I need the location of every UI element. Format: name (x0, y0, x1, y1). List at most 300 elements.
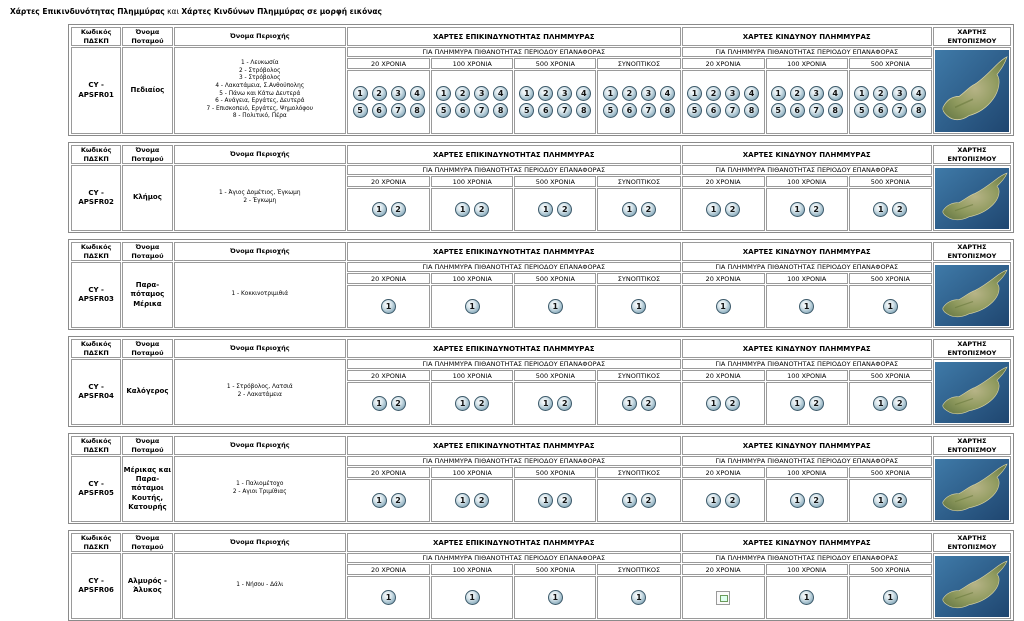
river-name: Μέρικας και Παρα-πόταμοι Κουτής, Κατουρής (122, 456, 172, 522)
location-map-cell (933, 47, 1011, 134)
hazard-period-label: ΣΥΝΟΠΤΙΚΟΣ (597, 176, 680, 187)
hazard-map-cell (514, 576, 596, 619)
river-table (70, 241, 1012, 329)
area-list (174, 262, 346, 328)
risk-period-label: 500 ΧΡΟΝΙΑ (849, 467, 932, 478)
risk-period-label: 20 ΧΡΟΝΙΑ (682, 564, 765, 575)
area-item: 2 - Λακατάμεια (237, 392, 282, 398)
risk-map-cell (682, 285, 765, 328)
area-list (174, 553, 346, 619)
area-map-button[interactable]: 5 (687, 103, 702, 118)
area-map-button[interactable]: 5 (603, 103, 618, 118)
risk-maps-header: ΧΑΡΤΕΣ ΚΙΝΔΥΝΟΥ ΠΛΗΜΜΥΡΑΣ (682, 436, 932, 455)
area-map-button[interactable]: 4 (828, 86, 843, 101)
area-map-button[interactable]: 4 (576, 86, 591, 101)
area-map-button[interactable]: 2 (641, 202, 656, 217)
area-map-button[interactable]: 6 (372, 103, 387, 118)
risk-period-label: 500 ΧΡΟΝΙΑ (849, 564, 932, 575)
hazard-period-label: ΣΥΝΟΠΤΙΚΟΣ (597, 58, 680, 69)
area-map-button[interactable]: 1 (716, 299, 731, 314)
area-map-button[interactable]: 1 (771, 86, 786, 101)
risk-period-label: 20 ΧΡΟΝΙΑ (682, 370, 765, 381)
hazard-period-label: 20 ΧΡΟΝΙΑ (347, 176, 430, 187)
location-map-header: ΧΑΡΤΗΣ ΕΝΤΟΠΙΣΜΟΥ (933, 339, 1011, 358)
hazard-map-cell (347, 188, 430, 231)
title-hazard: Χάρτες Επικινδυνότητας Πλημμύρας (10, 7, 165, 16)
area-map-button[interactable]: 1 (790, 396, 805, 411)
area-map-button[interactable]: 6 (622, 103, 637, 118)
area-map-button[interactable]: 7 (557, 103, 572, 118)
hazard-period-label: ΣΥΝΟΠΤΙΚΟΣ (597, 273, 680, 284)
area-map-button[interactable]: 2 (892, 396, 907, 411)
area-map-button[interactable]: 1 (455, 202, 470, 217)
area-map-button[interactable]: 1 (687, 86, 702, 101)
area-map-button[interactable]: 2 (455, 86, 470, 101)
area-map-button[interactable]: 1 (538, 493, 553, 508)
hazard-map-cell (347, 576, 430, 619)
risk-period-label: 500 ΧΡΟΝΙΑ (849, 273, 932, 284)
code-header: Κωδικός ΠΔΣΚΠ (71, 436, 121, 455)
area-map-button[interactable]: 1 (790, 493, 805, 508)
risk-maps-header: ΧΑΡΤΕΣ ΚΙΝΔΥΝΟΥ ΠΛΗΜΜΥΡΑΣ (682, 242, 932, 261)
area-map-button[interactable]: 8 (576, 103, 591, 118)
risk-map-cell (849, 70, 932, 134)
hazard-period-label: 20 ΧΡΟΝΙΑ (347, 273, 430, 284)
area-map-button[interactable]: 1 (622, 396, 637, 411)
hazard-period-label: 500 ΧΡΟΝΙΑ (514, 58, 596, 69)
area-map-button[interactable]: 2 (809, 396, 824, 411)
area-map-button[interactable]: 2 (892, 202, 907, 217)
area-map-button[interactable]: 1 (799, 299, 814, 314)
hazard-maps-header: ΧΑΡΤΕΣ ΕΠΙΚΙΝΔΥΝΟΤΗΤΑΣ ΠΛΗΜΜΥΡΑΣ (347, 436, 681, 455)
area-item: 1 - Παλιομέτοχο (236, 481, 284, 488)
river-table (70, 144, 1012, 232)
area-map-button[interactable]: 1 (538, 202, 553, 217)
risk-map-cell (682, 576, 765, 619)
river-block (68, 24, 1014, 136)
hazard-period-label: 500 ΧΡΟΝΙΑ (514, 467, 596, 478)
area-map-button[interactable]: 6 (873, 103, 888, 118)
area-item: 2 - Έγκωμη (243, 198, 277, 204)
area-map-button[interactable]: 2 (538, 86, 553, 101)
risk-period-label: 500 ΧΡΟΝΙΑ (849, 58, 932, 69)
river-table (70, 338, 1012, 426)
code-header: Κωδικός ΠΔΣΚΠ (71, 145, 121, 164)
area-map-button[interactable]: 5 (519, 103, 534, 118)
hazard-map-cell (597, 382, 680, 425)
risk-map-cell (682, 188, 765, 231)
area-map-button[interactable]: 1 (519, 86, 534, 101)
risk-period-label: 100 ΧΡΟΝΙΑ (766, 467, 848, 478)
hazard-return-period-label: ΓΙΑ ΠΛΗΜΜΥΡΑ ΠΙΘΑΝΟΤΗΤΑΣ ΠΕΡΙΟΔΟΥ ΕΠΑΝΑΦΟΡΑΣ (347, 553, 681, 563)
area-map-button[interactable]: 2 (641, 493, 656, 508)
area-map-button[interactable]: 1 (372, 202, 387, 217)
risk-return-period-label: ΓΙΑ ΠΛΗΜΜΥΡΑ ΠΙΘΑΝΟΤΗΤΑΣ ΠΕΡΙΟΔΟΥ ΕΠΑΝΑΦΟΡΑΣ (682, 262, 932, 272)
broken-image-icon[interactable] (716, 591, 730, 605)
hazard-period-label: 20 ΧΡΟΝΙΑ (347, 564, 430, 575)
area-map-button[interactable]: 4 (911, 86, 926, 101)
risk-map-cell (682, 479, 765, 522)
hazard-period-label: 100 ΧΡΟΝΙΑ (431, 467, 513, 478)
river-block (68, 142, 1014, 233)
hazard-return-period-label: ΓΙΑ ΠΛΗΜΜΥΡΑ ΠΙΘΑΝΟΤΗΤΑΣ ΠΕΡΙΟΔΟΥ ΕΠΑΝΑΦΟΡΑΣ (347, 47, 681, 57)
risk-map-cell (682, 70, 765, 134)
area-item: 7 - Επισκοπειό, Εργάτες, Ψημολόφου (206, 105, 314, 112)
area-map-button[interactable]: 1 (883, 590, 898, 605)
area-map-button[interactable]: 4 (410, 86, 425, 101)
location-map-header: ΧΑΡΤΗΣ ΕΝΤΟΠΙΣΜΟΥ (933, 533, 1011, 552)
page-title (10, 7, 382, 16)
area-map-button[interactable]: 2 (474, 396, 489, 411)
hazard-map-cell (597, 70, 680, 134)
risk-map-cell (682, 382, 765, 425)
area-map-button[interactable]: 2 (809, 202, 824, 217)
title-risk: Χάρτες Κινδύνων Πλημμύρας σε μορφή εικόνας (181, 7, 382, 16)
area-map-button[interactable]: 3 (809, 86, 824, 101)
area-header: Όνομα Περιοχής (174, 145, 346, 164)
area-map-button[interactable]: 1 (381, 590, 396, 605)
area-map-button[interactable]: 1 (465, 299, 480, 314)
area-map-button[interactable]: 7 (474, 103, 489, 118)
risk-map-cell (766, 382, 848, 425)
area-map-button[interactable]: 1 (455, 396, 470, 411)
risk-map-cell (849, 188, 932, 231)
hazard-map-cell (431, 188, 513, 231)
risk-map-cell (849, 382, 932, 425)
area-list (174, 47, 346, 134)
area-map-button[interactable]: 1 (436, 86, 451, 101)
hazard-period-label: 100 ΧΡΟΝΙΑ (431, 176, 513, 187)
area-map-button[interactable]: 1 (538, 396, 553, 411)
risk-maps-header: ΧΑΡΤΕΣ ΚΙΝΔΥΝΟΥ ΠΛΗΜΜΥΡΑΣ (682, 145, 932, 164)
river-code: CY - APSFR05 (71, 456, 121, 522)
area-map-button[interactable]: 5 (771, 103, 786, 118)
hazard-map-cell (431, 479, 513, 522)
area-map-button[interactable]: 1 (790, 202, 805, 217)
area-map-button[interactable]: 2 (557, 202, 572, 217)
area-map-button[interactable]: 2 (474, 202, 489, 217)
area-map-button[interactable]: 2 (790, 86, 805, 101)
hazard-map-cell (431, 285, 513, 328)
area-map-button[interactable]: 1 (465, 590, 480, 605)
area-map-button[interactable]: 1 (631, 590, 646, 605)
area-map-button[interactable]: 1 (631, 299, 646, 314)
area-map-button[interactable]: 2 (391, 493, 406, 508)
area-map-button[interactable]: 4 (744, 86, 759, 101)
area-header: Όνομα Περιοχής (174, 242, 346, 261)
area-list (174, 359, 346, 425)
area-map-button[interactable]: 8 (828, 103, 843, 118)
cyprus-location-map[interactable] (935, 50, 1009, 132)
risk-period-label: 100 ΧΡΟΝΙΑ (766, 58, 848, 69)
risk-period-label: 100 ΧΡΟΝΙΑ (766, 370, 848, 381)
location-map-cell (933, 165, 1011, 231)
risk-return-period-label: ΓΙΑ ΠΛΗΜΜΥΡΑ ΠΙΘΑΝΟΤΗΤΑΣ ΠΕΡΙΟΔΟΥ ΕΠΑΝΑΦΟΡΑΣ (682, 165, 932, 175)
risk-maps-header: ΧΑΡΤΕΣ ΚΙΝΔΥΝΟΥ ΠΛΗΜΜΥΡΑΣ (682, 339, 932, 358)
location-map-header: ΧΑΡΤΗΣ ΕΝΤΟΠΙΣΜΟΥ (933, 436, 1011, 455)
area-map-button[interactable]: 2 (641, 396, 656, 411)
code-header: Κωδικός ΠΔΣΚΠ (71, 242, 121, 261)
risk-return-period-label: ΓΙΑ ΠΛΗΜΜΥΡΑ ΠΙΘΑΝΟΤΗΤΑΣ ΠΕΡΙΟΔΟΥ ΕΠΑΝΑΦΟΡΑΣ (682, 359, 932, 369)
river-name: Πεδιαίος (122, 47, 172, 134)
area-item: 6 - Ανάγεια, Εργάτες, Δευτερά (215, 98, 305, 105)
river-header: Όνομα Ποταμού (122, 533, 172, 552)
location-map-cell (933, 359, 1011, 425)
area-map-button[interactable]: 4 (660, 86, 675, 101)
area-map-button[interactable]: 6 (706, 103, 721, 118)
area-item: 5 - Πάνω και Κάτω Δευτερά (219, 90, 301, 97)
hazard-maps-header: ΧΑΡΤΕΣ ΕΠΙΚΙΝΔΥΝΟΤΗΤΑΣ ΠΛΗΜΜΥΡΑΣ (347, 339, 681, 358)
area-map-button[interactable]: 1 (706, 396, 721, 411)
code-header: Κωδικός ΠΔΣΚΠ (71, 339, 121, 358)
area-map-button[interactable]: 7 (725, 103, 740, 118)
area-map-button[interactable]: 2 (372, 86, 387, 101)
hazard-period-label: 100 ΧΡΟΝΙΑ (431, 564, 513, 575)
area-map-button[interactable]: 1 (799, 590, 814, 605)
area-map-button[interactable]: 1 (622, 493, 637, 508)
area-item: 1 - Νήσου - Δάλι (236, 582, 284, 589)
code-header: Κωδικός ΠΔΣΚΠ (71, 533, 121, 552)
area-item: 8 - Πολιτικό, Πέρα (232, 113, 287, 120)
risk-map-cell (849, 576, 932, 619)
hazard-map-cell (347, 382, 430, 425)
river-block (68, 433, 1014, 524)
area-map-button[interactable]: 2 (557, 493, 572, 508)
hazard-map-cell (514, 479, 596, 522)
river-code: CY - APSFR02 (71, 165, 121, 231)
hazard-period-label: ΣΥΝΟΠΤΙΚΟΣ (597, 370, 680, 381)
area-map-button[interactable]: 8 (911, 103, 926, 118)
risk-period-label: 20 ΧΡΟΝΙΑ (682, 273, 765, 284)
hazard-map-cell (347, 70, 430, 134)
risk-map-cell (766, 576, 848, 619)
cyprus-location-map[interactable] (935, 362, 1009, 423)
area-map-button[interactable]: 2 (622, 86, 637, 101)
hazard-period-label: 100 ΧΡΟΝΙΑ (431, 273, 513, 284)
area-map-button[interactable]: 2 (557, 396, 572, 411)
risk-maps-header: ΧΑΡΤΕΣ ΚΙΝΔΥΝΟΥ ΠΛΗΜΜΥΡΑΣ (682, 533, 932, 552)
area-map-button[interactable]: 8 (410, 103, 425, 118)
area-map-button[interactable]: 2 (391, 202, 406, 217)
area-map-button[interactable]: 6 (790, 103, 805, 118)
area-map-button[interactable]: 1 (873, 202, 888, 217)
area-map-button[interactable]: 1 (873, 493, 888, 508)
area-map-button[interactable]: 5 (353, 103, 368, 118)
location-map-cell (933, 456, 1011, 522)
area-map-button[interactable]: 7 (809, 103, 824, 118)
area-map-button[interactable]: 1 (372, 396, 387, 411)
area-map-button[interactable]: 3 (725, 86, 740, 101)
area-map-button[interactable]: 2 (391, 396, 406, 411)
cyprus-location-map[interactable] (935, 556, 1009, 617)
area-map-button[interactable]: 1 (873, 396, 888, 411)
area-map-button[interactable]: 7 (641, 103, 656, 118)
area-map-button[interactable]: 3 (557, 86, 572, 101)
location-map-header: ΧΑΡΤΗΣ ΕΝΤΟΠΙΣΜΟΥ (933, 27, 1011, 46)
area-header: Όνομα Περιοχής (174, 27, 346, 46)
area-map-button[interactable]: 8 (493, 103, 508, 118)
area-map-button[interactable]: 8 (744, 103, 759, 118)
river-block (68, 530, 1014, 621)
risk-return-period-label: ΓΙΑ ΠΛΗΜΜΥΡΑ ΠΙΘΑΝΟΤΗΤΑΣ ΠΕΡΙΟΔΟΥ ΕΠΑΝΑΦΟΡΑΣ (682, 47, 932, 57)
river-name: Καλόγερος (122, 359, 172, 425)
risk-period-label: 100 ΧΡΟΝΙΑ (766, 273, 848, 284)
risk-period-label: 100 ΧΡΟΝΙΑ (766, 176, 848, 187)
area-map-button[interactable]: 2 (706, 86, 721, 101)
hazard-period-label: 100 ΧΡΟΝΙΑ (431, 58, 513, 69)
area-map-button[interactable]: 4 (493, 86, 508, 101)
area-map-button[interactable]: 1 (854, 86, 869, 101)
hazard-map-cell (514, 188, 596, 231)
area-item: 1 - Άγιος Δομέτιος, Έγκωμη (219, 190, 301, 197)
area-map-button[interactable]: 1 (455, 493, 470, 508)
hazard-period-label: 500 ΧΡΟΝΙΑ (514, 564, 596, 575)
river-code: CY - APSFR03 (71, 262, 121, 328)
river-block (68, 336, 1014, 427)
area-map-button[interactable]: 2 (725, 396, 740, 411)
area-map-button[interactable]: 5 (854, 103, 869, 118)
area-map-button[interactable]: 1 (548, 299, 563, 314)
area-map-button[interactable]: 6 (538, 103, 553, 118)
hazard-period-label: 500 ΧΡΟΝΙΑ (514, 370, 596, 381)
area-item: 1 - Λευκωσία (240, 59, 279, 66)
area-map-button[interactable]: 2 (725, 202, 740, 217)
river-table (70, 26, 1012, 135)
location-map-cell (933, 262, 1011, 328)
cyprus-location-map[interactable] (935, 168, 1009, 229)
hazard-map-cell (597, 188, 680, 231)
hazard-period-label: 20 ΧΡΟΝΙΑ (347, 370, 430, 381)
river-name: Αλμυρός - Άλυκος (122, 553, 172, 619)
river-code: CY - APSFR01 (71, 47, 121, 134)
area-map-button[interactable]: 6 (455, 103, 470, 118)
river-block (68, 239, 1014, 330)
hazard-return-period-label: ΓΙΑ ΠΛΗΜΜΥΡΑ ΠΙΘΑΝΟΤΗΤΑΣ ΠΕΡΙΟΔΟΥ ΕΠΑΝΑΦΟΡΑΣ (347, 456, 681, 466)
area-map-button[interactable]: 7 (892, 103, 907, 118)
risk-map-cell (849, 479, 932, 522)
title-conjunction: και (167, 7, 179, 16)
area-map-button[interactable]: 1 (353, 86, 368, 101)
area-map-button[interactable]: 1 (603, 86, 618, 101)
area-list (174, 456, 346, 522)
location-map-header: ΧΑΡΤΗΣ ΕΝΤΟΠΙΣΜΟΥ (933, 145, 1011, 164)
hazard-map-cell (431, 382, 513, 425)
hazard-map-cell (431, 70, 513, 134)
area-map-button[interactable]: 8 (660, 103, 675, 118)
area-map-button[interactable]: 3 (641, 86, 656, 101)
area-map-button[interactable]: 3 (391, 86, 406, 101)
hazard-map-cell (514, 382, 596, 425)
river-table (70, 532, 1012, 620)
area-map-button[interactable]: 3 (474, 86, 489, 101)
risk-period-label: 100 ΧΡΟΝΙΑ (766, 564, 848, 575)
area-header: Όνομα Περιοχής (174, 339, 346, 358)
risk-map-cell (766, 285, 848, 328)
hazard-period-label: 20 ΧΡΟΝΙΑ (347, 58, 430, 69)
risk-map-cell (766, 70, 848, 134)
risk-map-cell (766, 188, 848, 231)
area-item: 4 - Λακατάμεια, Σ.Ανθούπολης (215, 82, 305, 89)
river-header: Όνομα Ποταμού (122, 27, 172, 46)
area-item: 3 - Στρόβολος (239, 75, 281, 82)
area-map-button[interactable]: 1 (706, 493, 721, 508)
river-name: Κλήμος (122, 165, 172, 231)
risk-period-label: 500 ΧΡΟΝΙΑ (849, 370, 932, 381)
hazard-maps-header: ΧΑΡΤΕΣ ΕΠΙΚΙΝΔΥΝΟΤΗΤΑΣ ΠΛΗΜΜΥΡΑΣ (347, 242, 681, 261)
hazard-map-cell (431, 576, 513, 619)
location-map-header: ΧΑΡΤΗΣ ΕΝΤΟΠΙΣΜΟΥ (933, 242, 1011, 261)
risk-map-cell (766, 479, 848, 522)
area-map-button[interactable]: 2 (474, 493, 489, 508)
area-map-button[interactable]: 2 (725, 493, 740, 508)
risk-period-label: 20 ΧΡΟΝΙΑ (682, 176, 765, 187)
code-header: Κωδικός ΠΔΣΚΠ (71, 27, 121, 46)
hazard-map-cell (597, 576, 680, 619)
hazard-period-label: 20 ΧΡΟΝΙΑ (347, 467, 430, 478)
area-map-button[interactable]: 1 (883, 299, 898, 314)
hazard-map-cell (514, 285, 596, 328)
area-item: 2 - Στρόβολος (239, 67, 281, 74)
area-map-button[interactable]: 7 (391, 103, 406, 118)
hazard-map-cell (597, 285, 680, 328)
hazard-maps-header: ΧΑΡΤΕΣ ΕΠΙΚΙΝΔΥΝΟΤΗΤΑΣ ΠΛΗΜΜΥΡΑΣ (347, 27, 681, 46)
hazard-maps-header: ΧΑΡΤΕΣ ΕΠΙΚΙΝΔΥΝΟΤΗΤΑΣ ΠΛΗΜΜΥΡΑΣ (347, 533, 681, 552)
area-item: 1 - Στρόβολος, Λατσιά (226, 384, 293, 391)
area-map-button[interactable]: 3 (892, 86, 907, 101)
hazard-period-label: ΣΥΝΟΠΤΙΚΟΣ (597, 467, 680, 478)
hazard-maps-header: ΧΑΡΤΕΣ ΕΠΙΚΙΝΔΥΝΟΤΗΤΑΣ ΠΛΗΜΜΥΡΑΣ (347, 145, 681, 164)
area-map-button[interactable]: 2 (809, 493, 824, 508)
hazard-map-cell (347, 479, 430, 522)
hazard-map-cell (597, 479, 680, 522)
hazard-return-period-label: ΓΙΑ ΠΛΗΜΜΥΡΑ ΠΙΘΑΝΟΤΗΤΑΣ ΠΕΡΙΟΔΟΥ ΕΠΑΝΑΦΟΡΑΣ (347, 262, 681, 272)
hazard-period-label: 500 ΧΡΟΝΙΑ (514, 176, 596, 187)
area-header: Όνομα Περιοχής (174, 436, 346, 455)
risk-period-label: 20 ΧΡΟΝΙΑ (682, 467, 765, 478)
cyprus-location-map[interactable] (935, 265, 1009, 326)
river-header: Όνομα Ποταμού (122, 145, 172, 164)
risk-return-period-label: ΓΙΑ ΠΛΗΜΜΥΡΑ ΠΙΘΑΝΟΤΗΤΑΣ ΠΕΡΙΟΔΟΥ ΕΠΑΝΑΦΟΡΑΣ (682, 456, 932, 466)
area-list (174, 165, 346, 231)
river-name: Παρα-πόταμος Μέρικα (122, 262, 172, 328)
river-header: Όνομα Ποταμού (122, 339, 172, 358)
area-header: Όνομα Περιοχής (174, 533, 346, 552)
area-map-button[interactable]: 1 (548, 590, 563, 605)
risk-period-label: 500 ΧΡΟΝΙΑ (849, 176, 932, 187)
hazard-period-label: 500 ΧΡΟΝΙΑ (514, 273, 596, 284)
cyprus-location-map[interactable] (935, 459, 1009, 520)
risk-return-period-label: ΓΙΑ ΠΛΗΜΜΥΡΑ ΠΙΘΑΝΟΤΗΤΑΣ ΠΕΡΙΟΔΟΥ ΕΠΑΝΑΦΟΡΑΣ (682, 553, 932, 563)
river-code: CY - APSFR04 (71, 359, 121, 425)
hazard-map-cell (347, 285, 430, 328)
area-map-button[interactable]: 2 (873, 86, 888, 101)
area-map-button[interactable]: 1 (372, 493, 387, 508)
location-map-cell (933, 553, 1011, 619)
area-map-button[interactable]: 1 (381, 299, 396, 314)
hazard-period-label: 100 ΧΡΟΝΙΑ (431, 370, 513, 381)
river-header: Όνομα Ποταμού (122, 242, 172, 261)
risk-period-label: 20 ΧΡΟΝΙΑ (682, 58, 765, 69)
river-table (70, 435, 1012, 523)
area-map-button[interactable]: 1 (622, 202, 637, 217)
area-item: 2 - Αγιοι Τριμίθιας (232, 489, 287, 495)
area-map-button[interactable]: 5 (436, 103, 451, 118)
area-map-button[interactable]: 1 (706, 202, 721, 217)
area-map-button[interactable]: 2 (892, 493, 907, 508)
hazard-map-cell (514, 70, 596, 134)
river-header: Όνομα Ποταμού (122, 436, 172, 455)
hazard-return-period-label: ΓΙΑ ΠΛΗΜΜΥΡΑ ΠΙΘΑΝΟΤΗΤΑΣ ΠΕΡΙΟΔΟΥ ΕΠΑΝΑΦΟΡΑΣ (347, 165, 681, 175)
